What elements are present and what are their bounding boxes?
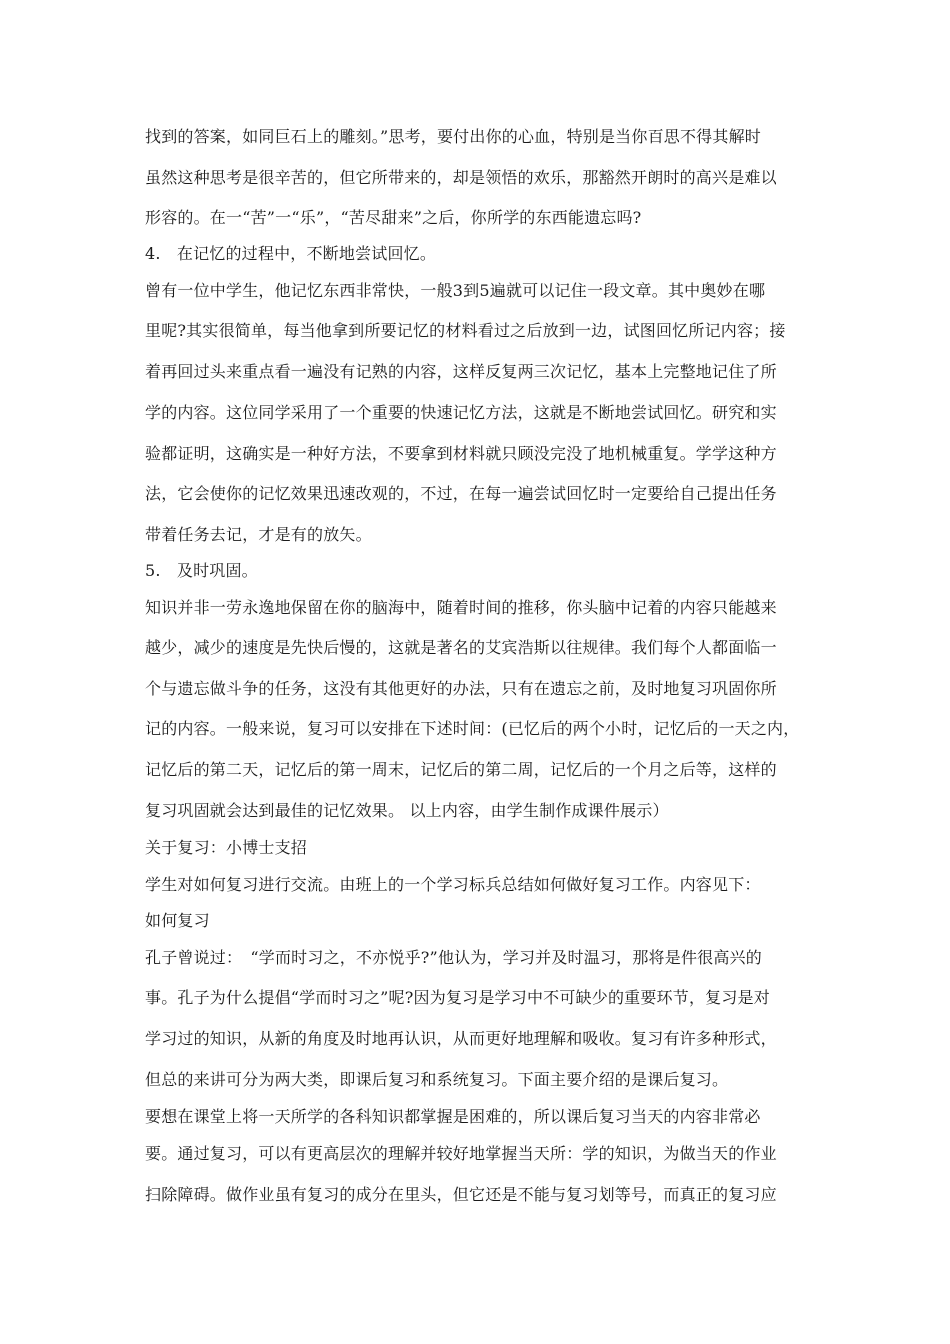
text-line: 学生对如何复习进行交流。由班上的一个学习标兵总结如何做好复习工作。内容见下： (145, 875, 761, 894)
text-line: 带着任务去记，才是有的放矢。 (145, 525, 372, 544)
text-line: 形容的。在一“苦”一“乐”，“苦尽甜来”之后，你所学的东西能遗忘吗? (145, 208, 642, 227)
text-line: 但总的来讲可分为两大类，即课后复习和系统复习。下面主要介绍的是课后复习。 (145, 1070, 729, 1089)
text-line: 学的内容。这位同学采用了一个重要的快速记忆方法，这就是不断地尝试回忆。研究和实 (145, 403, 777, 422)
text-line: 记的内容。一般来说，复习可以安排在下述时间：(已忆后的两个小时，记忆后的一天之内， (145, 719, 800, 738)
text-line: 验都证明，这确实是一种好方法，不要拿到材料就只顾没完没了地机械重复。学学这种方 (145, 444, 777, 463)
section-heading: 关于复习：小博士支招 (145, 838, 308, 857)
text-line: 记忆后的第二天，记忆后的第一周末，记忆后的第二周，记忆后的一个月之后等，这样的 (145, 760, 777, 779)
text-line: 知识并非一劳永逸地保留在你的脑海中，随着时间的推移，你头脑中记着的内容只能越来 (145, 598, 777, 617)
text-line: 孔子曾说过： “学而时习之，不亦悦乎?”他认为，学习并及时温习，那将是件很高兴的 (145, 948, 762, 967)
text-line: 扫除障碍。做作业虽有复习的成分在里头，但它还是不能与复习划等号，而真正的复习应 (145, 1185, 777, 1204)
section-heading: 如何复习 (145, 911, 210, 930)
text-line: 曾有一位中学生，他记忆东西非常快，一般3到5遍就可以记住一段文章。其中奥妙在哪 (145, 281, 766, 300)
text-line: 个与遗忘做斗争的任务，这没有其他更好的办法，只有在遗忘之前，及时地复习巩固你所 (145, 679, 777, 698)
text-line: 虽然这种思考是很辛苦的，但它所带来的，却是领悟的欢乐，那豁然开朗时的高兴是难以 (145, 168, 777, 187)
text-line: 找到的答案，如同巨石上的雕刻。”思考，要付出你的心血，特别是当你百思不得其解时 (145, 127, 761, 146)
section-heading: 4. 在记忆的过程中，不断地尝试回忆。 (145, 244, 437, 263)
text-line: 着再回过头来重点看一遍没有记熟的内容，这样反复两三次记忆，基本上完整地记住了所 (145, 362, 777, 381)
text-line: 要想在课堂上将一天所学的各科知识都掌握是困难的，所以课后复习当天的内容非常必 (145, 1107, 761, 1126)
text-line: 复习巩固就会达到最佳的记忆效果。 以上内容，由学生制作成课件展示） (145, 801, 669, 820)
text-line: 事。孔子为什么提倡“学而时习之”呢?因为复习是学习中不可缺少的重要环节，复习是对 (145, 988, 770, 1007)
text-line: 法，它会使你的记忆效果迅速改观的，不过，在每一遍尝试回忆时一定要给自己提出任务 (145, 484, 777, 503)
text-line: 里呢?其实很简单，每当他拿到所要记忆的材料看过之后放到一边，试图回忆所记内容；接 (145, 321, 786, 340)
section-heading: 5. 及时巩固。 (145, 561, 258, 580)
text-line: 越少，减少的速度是先快后慢的，这就是著名的艾宾浩斯以往规律。我们每个人都面临一 (145, 638, 777, 657)
text-line: 学习过的知识，从新的角度及时地再认识，从而更好地理解和吸收。复习有许多种形式， (145, 1029, 777, 1048)
text-line: 要。通过复习，可以有更高层次的理解并较好地掌握当天所：学的知识，为做当天的作业 (145, 1144, 777, 1163)
